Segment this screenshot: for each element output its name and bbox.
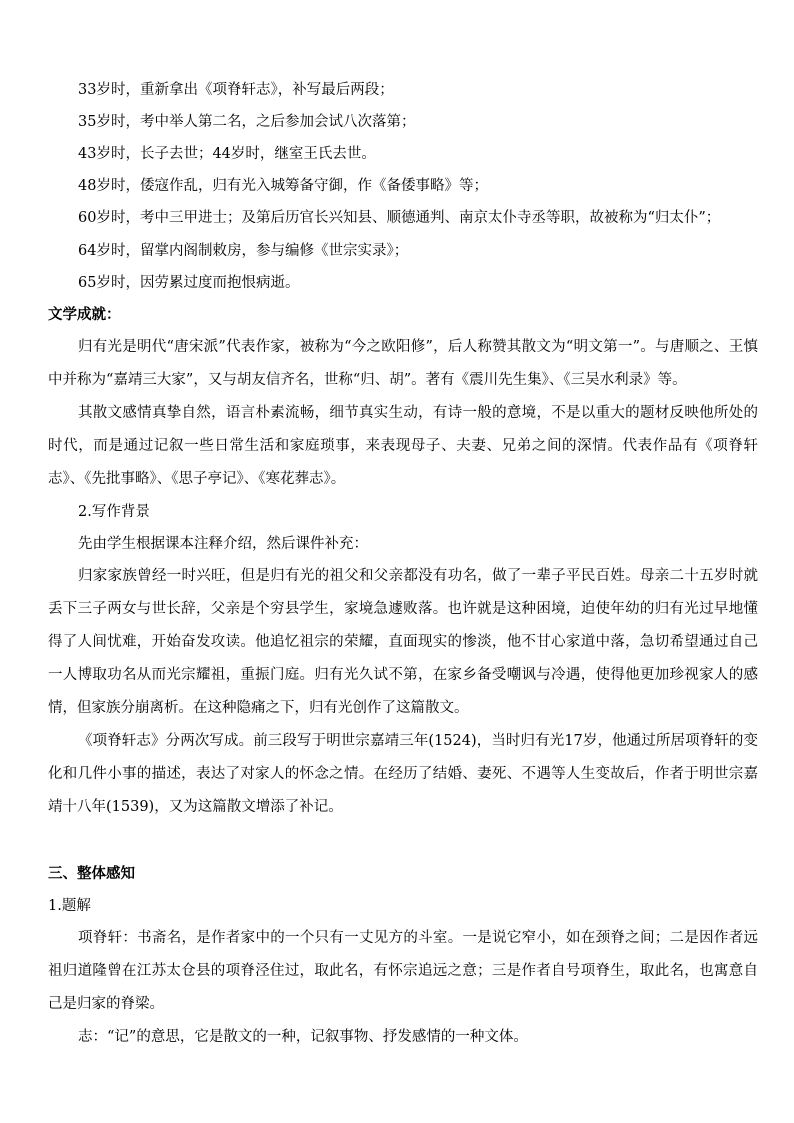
document-page <box>48 74 758 1054</box>
background-paragraph: 归家家族曾经一时兴旺，但是归有光的祖父和父亲都没有功名，做了一辈子平民百姓。母亲二十五岁时就丢下三子两女与世长辞，父亲是个穷县学生，家境急遽败落。也许就是这种困境，迫使年幼的归有光过早地懂得了人间忧难，开始奋发攻读。他追忆祖宗的荣耀，直面现实的惨淡，他不甘心家道中落，急切希望通过自己一人博取功名从而光宗耀祖，重振门庭。归有光久试不第，在家乡备受嘲讽与冷遇，使得他更加珍视家人的感情，但家族分崩离析。在这种隐痛之下，归有光创作了这篇散文。 <box>48 568 758 716</box>
section-spacer <box>48 824 758 858</box>
timeline-item: 33岁时，重新拿出《项脊轩志》，补写最后两段； <box>78 82 394 98</box>
background-intro: 先由学生根据课本注释介绍，然后课件补充： <box>78 536 368 552</box>
timeline-item: 35岁时，考中举人第二名，之后参加会试八次落第； <box>78 114 416 130</box>
literary-achievement-heading: 文学成就： <box>48 307 121 323</box>
background-heading: 2.写作背景 <box>78 504 150 520</box>
title-explanation-paragraph: 志：“记”的意思，它是散文的一种，记叙事物、抒发感情的一种文体。 <box>78 1029 528 1045</box>
subsection-heading: 1.题解 <box>48 898 91 914</box>
section-heading: 三、整体感知 <box>48 866 135 882</box>
background-paragraph: 《项脊轩志》分两次写成。前三段写于明世宗嘉靖三年(1524)，当时归有光17岁，他通过所居项脊轩的变化和几件小事的描述，表达了对家人的怀念之情。在经历了结婚、妻死、不遇等人生变故后，作者于明世宗嘉靖十八年(1539)，又为这篇散文增添了补记。 <box>48 733 758 815</box>
title-explanation-paragraph: 项脊轩：书斋名，是作者家中的一个只有一丈见方的斗室。一是说它窄小，如在颈脊之间；二是因作者远祖归道隆曾在江苏太仓县的项脊泾住过，取此名，有怀宗追远之意；三是作者自号项脊生，取此名，也寓意自己是归家的脊梁。 <box>48 930 758 1012</box>
literary-paragraph: 归有光是明代“唐宋派”代表作家，被称为“今之欧阳修”，后人称赞其散文为“明文第一”。与唐顺之、王慎中并称为“嘉靖三大家”，又与胡友信齐名，世称“归、胡”。著有《震川先生集》、《三吴水利录》等。 <box>48 339 758 388</box>
timeline-item: 48岁时，倭寇作乱，归有光入城筹备守御，作《备倭事略》等； <box>78 178 488 194</box>
timeline-item: 65岁时，因劳累过度而抱恨病逝。 <box>78 275 300 291</box>
literary-paragraph: 其散文感情真挚自然，语言朴素流畅，细节真实生动，有诗一般的意境，不是以重大的题材反映他所处的时代，而是通过记叙一些日常生活和家庭琐事，来表现母子、夫妻、兄弟之间的深情。代表作品有《项脊轩志》、《先批事略》、《思子亭记》、《寒花葬志》。 <box>48 405 758 487</box>
timeline-item: 43岁时，长子去世；44岁时，继室王氏去世。 <box>78 146 376 162</box>
timeline-item: 64岁时，留掌内阁制敕房，参与编修《世宗实录》； <box>78 243 409 259</box>
timeline-item: 60岁时，考中三甲进士；及第后历官长兴知县、顺德通判、南京太仆寺丞等职，故被称为“归太仆”； <box>78 210 721 226</box>
